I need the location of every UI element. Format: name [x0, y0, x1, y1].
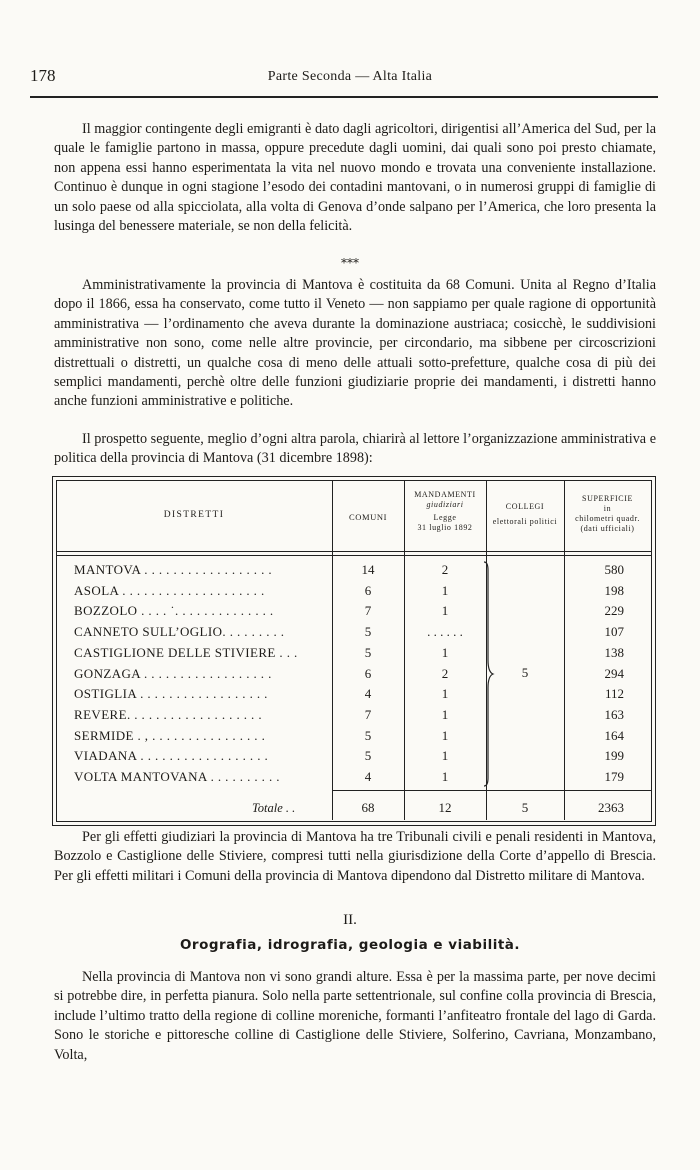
- district-mandamenti: . . . . . .: [427, 624, 463, 640]
- header-mandamenti-4: 31 luglio 1892: [417, 523, 473, 532]
- header-collegi-2: elettorali politici: [492, 517, 558, 526]
- header-rule: [56, 551, 651, 552]
- district-mandamenti: 1: [441, 686, 449, 702]
- district-superficie: 580: [604, 562, 624, 577]
- district-name: BOZZOLO . . . . ˙. . . . . . . . . . . . . .: [74, 603, 274, 619]
- district-name: CASTIGLIONE DELLE STIVIERE . . .: [74, 644, 298, 660]
- districts-table: [52, 476, 656, 826]
- district-mandamenti: 1: [441, 748, 449, 764]
- district-comuni: 5: [364, 624, 372, 640]
- section-separator: [0, 252, 700, 266]
- district-name: VIADANA . . . . . . . . . . . . . . . . . .: [74, 748, 269, 764]
- district-comuni: 5: [364, 727, 372, 743]
- paragraph-orography: Nella provincia di Mantova non vi sono grandi alture. Essa è per la massima parte, per nove decimi si potrebbe dire, in perfetta pianura. Solo nella parte settentrionale, sul confine colla provincia di Brescia, include l’ultimo tratto della regione di colline moreniche, formanti l’anfiteatro frontale del lago di Garda. Sono le storiche e pittoresche colline di Castiglione delle Stiviere, Solferino, Cavriana, Monzambano, Volta,: [54, 969, 656, 1063]
- collegi-value: 5: [521, 665, 529, 680]
- header-collegi: [486, 502, 564, 527]
- header-rule: [30, 96, 658, 98]
- district-superficie: 294: [604, 665, 624, 681]
- district-mandamenti: 2: [441, 562, 449, 577]
- section-title: Orografia, idrografia, geologia e viabilità.: [179, 937, 521, 953]
- district-comuni: 5: [364, 644, 372, 660]
- paragraph-emigration: Il maggior contingente degli emigranti è dato dagli agricoltori, dirigentisi all’America del Sud, per la quale le famiglie partono in massa, oppure precedute dagli uomini, dai quali sono poi presto chiamate, non appena essi hanno esperimentata la vita nel nuovo mondo e trovata una conveniente installazione. Continuo è dunque in ogni stagione l’esodo dei contadini mantovani, o in numerosi gruppi di famiglie di un solo paese od alla spicciolata, alla volta di Genova d’onde salpano per l’America, che loro presenta la lusinga del benessere materiale, se non della felicità.: [54, 121, 656, 235]
- section-number: II.: [343, 912, 357, 928]
- totals-label: Totale . .: [252, 801, 296, 815]
- district-name: CANNETO SULL’OGLIO. . . . . . . . .: [74, 624, 285, 640]
- paragraph-judicial: Per gli effetti giudiziari la provincia di Mantova ha tre Tribunali civili e penali residenti in Mantova, Bozzolo e Castiglione delle Stiviere, compresi tutti nella giurisdizione della Corte d’appello di Brescia. Per gli effetti militari i Comuni della provincia di Mantova dipendono dal Distretto militare di Mantova.: [54, 829, 656, 884]
- header-rule-double: [56, 555, 651, 556]
- district-name: VOLTA MANTOVANA . . . . . . . . . .: [74, 769, 280, 784]
- header-mandamenti-2: giudiziari: [426, 500, 464, 509]
- header-mandamenti-1: MANDAMENTI: [414, 490, 476, 499]
- district-superficie: 163: [604, 706, 624, 722]
- district-name: GONZAGA . . . . . . . . . . . . . . . . . .: [74, 665, 272, 681]
- asterism: ⁎⁎⁎: [341, 252, 359, 266]
- header-superficie-4: (dati ufficiali): [580, 524, 635, 533]
- district-superficie: 112: [604, 686, 624, 702]
- header-collegi-1: COLLEGI: [505, 502, 545, 511]
- header-superficie: [564, 494, 651, 534]
- totals-collegi: 5: [521, 800, 529, 815]
- district-superficie: 164: [604, 727, 624, 743]
- header-superficie-1: SUPERFICIE: [582, 494, 633, 503]
- district-comuni: 4: [364, 769, 372, 784]
- header-comuni: COMUNI: [348, 512, 388, 522]
- district-mandamenti: 1: [441, 644, 449, 660]
- totals-mandamenti: 12: [438, 800, 452, 815]
- district-mandamenti: 1: [441, 582, 449, 598]
- header-mandamenti-3: Legge: [433, 513, 457, 522]
- header-superficie-3: chilometri quadr.: [575, 514, 640, 523]
- district-comuni: 6: [364, 665, 372, 681]
- district-mandamenti: 1: [441, 727, 449, 743]
- district-name: MANTOVA . . . . . . . . . . . . . . . . . .: [74, 562, 273, 577]
- district-comuni: 4: [364, 686, 372, 702]
- district-comuni: 14: [361, 562, 375, 577]
- page-number: 178: [30, 66, 56, 85]
- district-superficie: 198: [604, 582, 624, 598]
- district-mandamenti: 2: [441, 665, 449, 681]
- district-superficie: 179: [604, 769, 624, 784]
- header-mandamenti: [404, 490, 486, 533]
- totals-comuni: 68: [361, 800, 375, 815]
- district-comuni: 6: [364, 582, 372, 598]
- header-distretti: DISTRETTI: [163, 510, 225, 520]
- district-name: ASOLA . . . . . . . . . . . . . . . . . . . .: [74, 582, 265, 598]
- district-name: SERMIDE . , . . . . . . . . . . . . . . . .: [74, 727, 266, 743]
- district-superficie: 138: [604, 644, 624, 660]
- district-superficie: 229: [604, 603, 624, 619]
- district-superficie: 107: [604, 624, 624, 640]
- district-comuni: 7: [364, 603, 372, 619]
- district-comuni: 5: [364, 748, 372, 764]
- district-name: REVERE. . . . . . . . . . . . . . . . . . .: [74, 706, 263, 722]
- district-name: OSTIGLIA . . . . . . . . . . . . . . . . . .: [74, 686, 268, 702]
- totals-rule: [332, 790, 651, 791]
- totals-superficie: 2363: [598, 800, 624, 815]
- running-title: Parte Seconda — Alta Italia: [267, 69, 433, 84]
- paragraph-table-intro: Il prospetto seguente, meglio d’ogni altra parola, chiarirà al lettore l’organizzazione amministrativa e politica della provincia di Mantova (31 dicembre 1898):: [54, 431, 656, 467]
- paragraph-administration: Amministrativamente la provincia di Mantova è costituita da 68 Comuni. Unita al Regno d’Italia dopo il 1866, essa ha conservato, come tutto il Veneto — non sappiamo per quale ragione di opportunità amministrativa — l’ordinamento che aveva durante la dominazione austriaca; cosicchè, le suddivisioni amministrative non sono, come nelle altre provincie, per circondario, ma sibbene per circoscrizioni distrettuali o distretti, un qualche cosa di meno delle attuali sotto-prefetture, qualche cosa di più dei semplici mandamenti, perchè oltre delle funzioni giudiziarie proprie dei mandamenti, i distretti hanno anche funzioni amministrative e politiche.: [54, 277, 656, 410]
- district-mandamenti: 1: [441, 769, 449, 784]
- district-mandamenti: 1: [441, 706, 449, 722]
- district-mandamenti: 1: [441, 603, 449, 619]
- district-superficie: 199: [604, 748, 624, 764]
- district-comuni: 7: [364, 706, 372, 722]
- header-superficie-2: in: [603, 504, 612, 513]
